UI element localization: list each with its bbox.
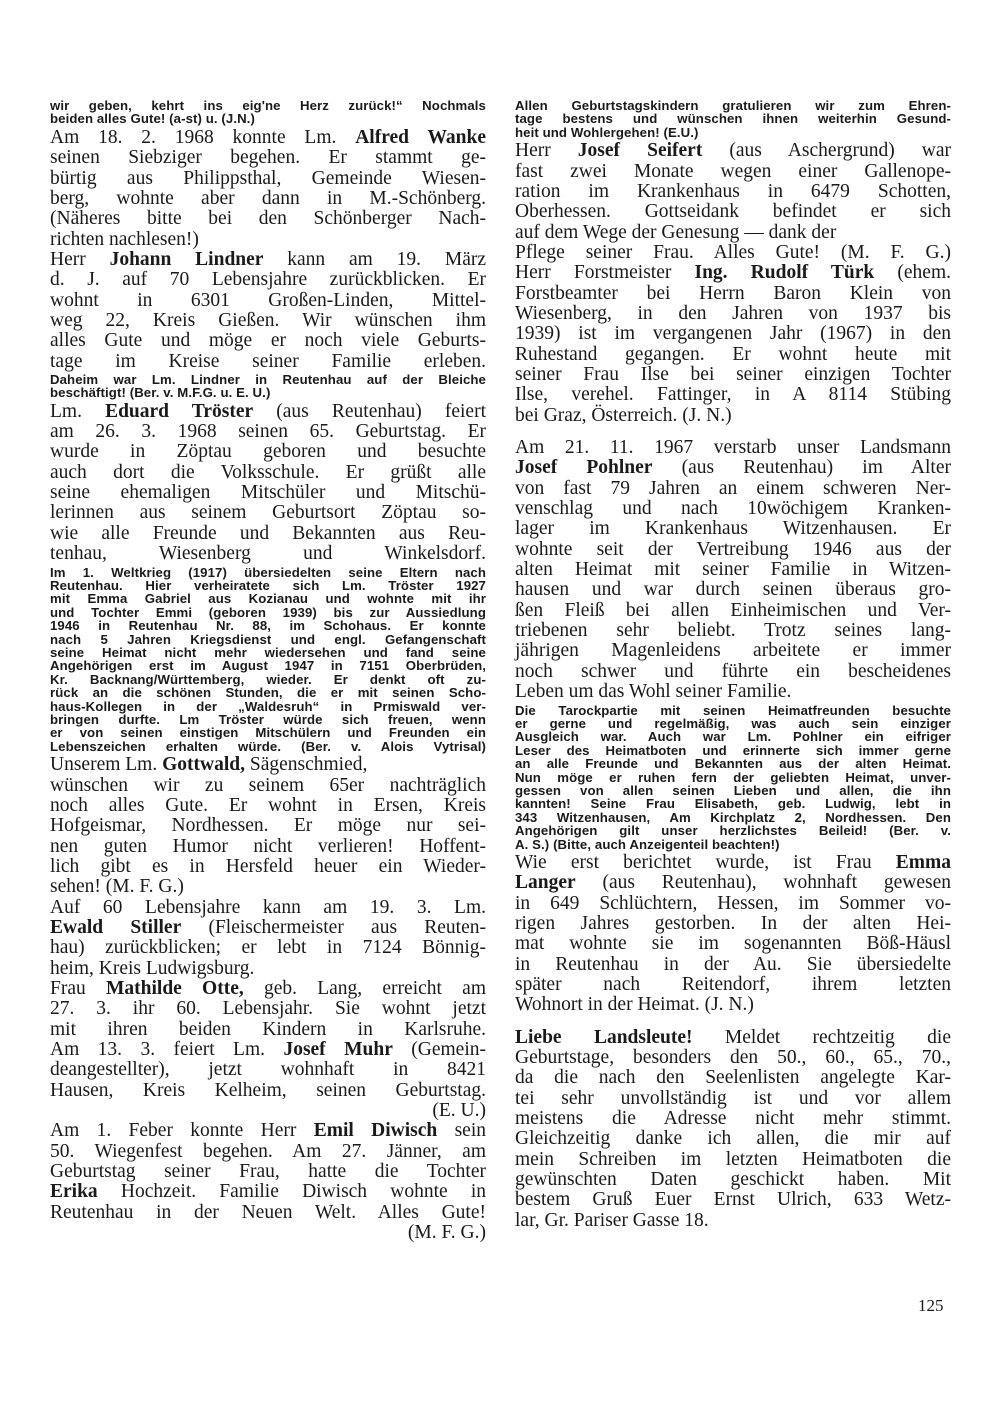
text-line: richten nachlesen!): [50, 228, 199, 250]
text-line: 1946 in Reutenhau Nr. 88, im Schohaus. Er konnte: [50, 618, 486, 634]
person-name: Ing. Rudolf Türk: [694, 262, 875, 284]
article-paragraph: [515, 1028, 951, 1231]
text-line: Gleichzeitig danke ich allen, die mir auf: [515, 1128, 951, 1150]
person-name: Emma: [895, 851, 951, 873]
person-name: Mathilde Otte,: [105, 977, 244, 999]
text-line: seine Heimat nicht mehr wiedersehen und fand seine: [50, 644, 486, 660]
person-name: Emil Diwisch: [313, 1120, 438, 1142]
text-line: [515, 853, 951, 873]
text-line: d. J. auf 70 Lebensjahre zurückblicken. Er: [50, 269, 486, 291]
text-line: gessen von allen seinen Lieben und allen, die ihn: [515, 782, 951, 798]
text-line: A. S.) (Bitte, auch Anzeigenteil beachten!): [515, 836, 780, 852]
person-name: Langer: [515, 872, 576, 894]
text-line: Kr. Backnang/Württemberg, wieder. Er denkt oft zu-: [50, 671, 486, 687]
text-line: [50, 1182, 486, 1202]
text-line: berg, wohnte aber dann in M.-Schönberg.: [50, 187, 486, 209]
text-line: Hofgeismar, Nordhessen. Er möge nur sei-: [50, 815, 486, 837]
text-segment: Frau: [50, 977, 106, 999]
text-line: heit und Wohlergehen! (E.U.): [515, 124, 699, 140]
text-line: Geburtstage, besonders den 50., 60., 65., 70.,: [515, 1047, 951, 1069]
text-line: [50, 918, 486, 938]
text-line: noch schwer und führte ein bescheidenes: [515, 660, 951, 682]
text-segment: (aus Reutenhau) im Alter: [652, 457, 951, 479]
text-segment: (aus Reutenhau), wohnhaft gewesen: [575, 872, 951, 894]
text-segment: geb. Lang, erreicht am: [243, 977, 486, 999]
article-paragraph: [515, 141, 951, 426]
article-paragraph: [50, 128, 486, 372]
small-print-note: [50, 99, 486, 126]
text-line: 27. 3. ihr 60. Lebensjahr. Sie wohnt jetzt: [50, 998, 486, 1020]
text-line: haus-Kollegen in der „Waldesruh“ in Prmiswald ver-: [50, 698, 486, 714]
text-line: lich gibt es in Hersfeld heuer ein Wieder-: [50, 855, 486, 877]
text-line: in Reutenhau in der Au. Sie übersiedelte: [515, 953, 951, 975]
text-line: [515, 873, 951, 893]
text-segment: Herr Forstmeister: [515, 262, 695, 284]
text-line: wohnt in 6301 Großen-Linden, Mittel-: [50, 289, 486, 311]
text-line: und Tochter Emmi (geboren 1939) bis zur Aussiedlung: [50, 604, 486, 620]
person-name: Josef Seifert: [577, 140, 703, 162]
text-line: auch dort die Volksschule. Er grüßt alle: [50, 461, 486, 483]
text-line: Angehörigen gilt unser herzlichstes Beileid! (Ber. v.: [515, 823, 951, 839]
text-line: von fast 79 Jahren an einem schweren Ner-: [515, 477, 951, 499]
text-line: deangestellter), jetzt wohnhaft in 8421: [50, 1059, 486, 1081]
person-name: Alfred Wanke: [355, 126, 487, 148]
person-name: Gottwald,: [162, 754, 245, 776]
text-line: bestem Gruß Euer Ernst Ulrich, 633 Wetz-: [515, 1189, 951, 1211]
text-line: sehen! (M. F. G.): [50, 876, 184, 898]
text-line: Hausen, Kreis Kelheim, seinen Geburtstag.: [50, 1079, 486, 1101]
text-line: Ausgleich war. Auch war Lm. Pohlner ein eifriger: [515, 729, 951, 745]
small-print-note: [515, 704, 951, 851]
text-line: mein Schreiben im letzten Heimatboten die: [515, 1148, 951, 1170]
text-line: wie alle Freunde und Bekannten aus Reu-: [50, 522, 486, 544]
text-line: tage bestens und wünschen ihnen weiterhin Gesund-: [515, 111, 951, 127]
text-line: 1939) ist im vergangenen Jahr (1967) in den: [515, 323, 951, 345]
text-line: Ruhestand gegangen. Er wohnt heute mit: [515, 343, 951, 365]
text-line: Wiesenberg, in den Jahren von 1937 bis: [515, 302, 951, 324]
article-paragraph: [50, 402, 486, 565]
person-name: Josef Pohlner: [515, 457, 653, 479]
text-line: Daheim war Lm. Lindner in Reutenhau auf der Bleiche: [50, 371, 486, 387]
text-line: tage im Kreise seiner Familie erleben.: [50, 350, 486, 372]
person-name: Ewald Stiller: [50, 916, 182, 938]
text-line: wohnte seit der Vertreibung 1946 aus der: [515, 538, 951, 560]
small-print-note: [50, 566, 486, 754]
text-segment: Meldet rechtzeitig die: [692, 1026, 951, 1048]
text-line: Geburtstag seiner Frau, hatte die Tochter: [50, 1161, 486, 1183]
text-line: [515, 141, 951, 161]
article-paragraph: [50, 755, 486, 1243]
text-line: lerinnen aus seinem Geburtsort Zöptau so-: [50, 502, 486, 524]
text-segment: Herr: [515, 140, 578, 162]
text-line: auf dem Wege der Genesung — dank der: [515, 221, 837, 243]
text-line: beiden alles Gute! (a-st) u. (J.N.): [50, 111, 256, 127]
text-line: tenhau, Wiesenberg und Winkelsdorf.: [50, 543, 486, 565]
text-segment: (ehem.: [874, 262, 951, 284]
text-segment: Am 18. 2. 1968 konnte Lm.: [50, 126, 356, 148]
text-line: er gerne und regelmäßig, was auch sein einziger: [515, 715, 951, 731]
text-line: [515, 263, 951, 283]
text-line: kannten! Seine Frau Elisabeth, geb. Ludwig, lebt in: [515, 796, 951, 812]
text-line: Lebenszeichen erhalten würde. (Ber. v. Alois Vytrisal): [50, 738, 486, 754]
text-line: [50, 250, 486, 270]
text-segment: (aus Aschergrund) war: [702, 140, 951, 162]
text-line: Nun möge er ruhen fern der geliebten Heimat, unver-: [515, 769, 951, 785]
text-line: wünschen wir zu seinem 65er nachträglich: [50, 774, 486, 796]
text-line: Ilse, verehel. Fattinger, in A 8114 Stübing: [515, 384, 951, 406]
text-line: (E. U.): [432, 1100, 486, 1122]
text-segment: Hochzeit. Familie Diwisch wohnte in: [97, 1181, 486, 1203]
text-line: 343 Witzenhausen, Am Kirchplatz 2, Nordhessen. Den: [515, 809, 951, 825]
text-line: Oberhessen. Gottseidank befindet er sich: [515, 201, 951, 223]
text-line: seinen Siebziger begehen. Er stammt ge-: [50, 147, 486, 169]
text-line: [50, 979, 486, 999]
text-line: Leben um das Wohl seiner Familie.: [515, 681, 792, 703]
text-line: 50. Wiegenfest begehen. Am 27. Jänner, am: [50, 1140, 486, 1162]
text-line: seine ehemaligen Mitschüler und Mitschü-: [50, 482, 486, 504]
text-line: Allen Geburtstagskindern gratulieren wir zum Ehren-: [515, 98, 951, 113]
text-line: alten Heimat mit seiner Familie in Witzen-: [515, 559, 951, 581]
text-line: weg 22, Kreis Gießen. Wir wünschen ihm: [50, 309, 486, 331]
text-line: Im 1. Weltkrieg (1917) übersiedelten seine Eltern nach: [50, 564, 486, 580]
text-line: lager im Krankenhaus Witzenhausen. Er: [515, 518, 951, 540]
text-line: Reutenhau. Hier verheiratete sich Lm. Tröster 1927: [50, 577, 486, 593]
text-line: rück an die schönen Stunden, die er mit seinen Scho-: [50, 685, 486, 701]
text-line: bürtig aus Philippsthal, Gemeinde Wiesen-: [50, 167, 486, 189]
text-line: wir geben, kehrt ins eig'ne Herz zurück!“ Nochmals: [50, 98, 486, 113]
article-paragraph: [515, 853, 951, 1016]
text-line: lar, Gr. Pariser Gasse 18.: [515, 1209, 709, 1231]
text-line: nen guten Humor nicht verlieren! Hoffent-: [50, 835, 486, 857]
text-line: nach 5 Jahren Kriegsdienst und engl. Gefangenschaft: [50, 631, 486, 647]
text-line: an alle Freunde und Bekannten aus der alten Heimat.: [515, 756, 951, 772]
text-line: mit ihren beiden Kindern in Karlsruhe.: [50, 1018, 486, 1040]
text-line: Die Tarockpartie mit seinen Heimatfreunden besuchte: [515, 702, 951, 718]
text-line: venschlag und nach 10wöchigem Kranken-: [515, 498, 951, 520]
left-column: [50, 98, 486, 1243]
text-line: bei Graz, Österreich. (J. N.): [515, 404, 732, 426]
text-line: fast zwei Monate wegen einer Gallenope-: [515, 160, 951, 182]
text-segment: (Gemein-: [392, 1039, 486, 1060]
text-line: Pflege seiner Frau. Alles Gute! (M. F. G.): [515, 241, 951, 263]
text-segment: Wie erst berichtet wurde, ist Frau: [515, 851, 896, 873]
text-line: mat wohnte sie im sogenannten Böß-Häusl: [515, 933, 951, 955]
text-line: heim, Kreis Ludwigsburg.: [50, 957, 255, 979]
text-line: da die nach den Seelenlisten angelegte Kar-: [515, 1067, 951, 1089]
text-line: (Näheres bitte bei den Schönberger Nach-: [50, 208, 486, 230]
text-segment: Lm.: [50, 400, 106, 422]
text-segment: (Fleischermeister aus Reuten-: [181, 916, 486, 938]
text-segment: Am 1. Feber konnte Herr: [50, 1120, 314, 1142]
person-name: Eduard Tröster: [105, 400, 254, 422]
text-line: in 649 Schlüchtern, Hessen, im Sommer vo-: [515, 892, 951, 914]
text-line: Forstbeamter bei Herrn Baron Klein von: [515, 282, 951, 304]
text-segment: Unserem Lm.: [50, 754, 163, 776]
right-column: [515, 98, 951, 1231]
text-line: er von seinen einstigen Mitschülern und Freunden ein: [50, 725, 486, 741]
text-segment: sein: [437, 1120, 486, 1142]
text-line: hausen und war durch seinen überaus gro-: [515, 579, 951, 601]
text-segment: Sägenschmied,: [244, 754, 368, 776]
article-paragraph: [515, 438, 951, 702]
small-print-note: [515, 99, 951, 139]
text-line: alles Gute und möge er noch viele Geburts-: [50, 330, 486, 352]
text-line: Wohnort in der Heimat. (J. N.): [515, 994, 754, 1016]
text-line: [50, 128, 486, 148]
text-line: [50, 402, 486, 422]
text-line: [50, 1040, 486, 1060]
text-line: Leser des Heimatboten und erinnerte sich immer gerne: [515, 742, 951, 758]
text-line: triebenen sehr beliebt. Trotz seines lang-: [515, 620, 951, 642]
text-line: seiner Frau Ilse bei seiner einzigen Tochter: [515, 364, 951, 385]
text-line: Auf 60 Lebensjahre kann am 19. 3. Lm.: [50, 896, 486, 918]
text-line: noch alles Gute. Er wohnt in Ersen, Kreis: [50, 794, 486, 816]
text-line: [515, 458, 951, 478]
text-line: wurde in Zöptau geboren und besuchte: [50, 441, 486, 463]
text-line: bringen durfte. Lm Tröster würde sich freuen, wenn: [50, 711, 486, 727]
text-line: hau) zurückblicken; er lebt in 7124 Bönnig-: [50, 937, 486, 959]
text-line: Angehörigen erst im August 1947 in 7151 Oberbrüden,: [50, 658, 486, 674]
small-print-note: [50, 373, 486, 400]
text-line: mit Emma Gabriel aus Kozianau und wohnte mit ihr: [50, 591, 486, 607]
person-name: Johann Lindner: [109, 248, 264, 270]
text-line: [515, 1028, 951, 1048]
text-line: rigen Jahres gestorben. In der alten Hei-: [515, 913, 951, 934]
text-line: [50, 755, 486, 775]
text-segment: Am 13. 3. feiert Lm.: [50, 1039, 284, 1060]
text-line: beschäftigt! (Ber. v. M.F.G. u. E. U.): [50, 385, 271, 401]
text-line: später nach Reitendorf, ihrem letzten: [515, 974, 951, 996]
text-segment: Herr: [50, 248, 110, 270]
text-line: Am 21. 11. 1967 verstarb unser Landsmann: [515, 437, 951, 459]
text-line: tei sehr unvollständig ist und vor allem: [515, 1087, 951, 1109]
person-name: Erika: [50, 1181, 98, 1203]
text-line: gewünschten Daten geschickt haben. Mit: [515, 1169, 951, 1191]
text-line: am 26. 3. 1968 seinen 65. Geburtstag. Er: [50, 421, 486, 443]
text-line: ration im Krankenhaus in 6479 Schotten,: [515, 180, 951, 202]
page-number: 125: [918, 1296, 944, 1315]
text-line: (M. F. G.): [407, 1222, 486, 1244]
text-line: jährigen Magenleidens arbeitete er immer: [515, 640, 951, 662]
text-segment: kann am 19. März: [263, 248, 487, 270]
person-name: Liebe Landsleute!: [515, 1026, 693, 1048]
person-name: Josef Muhr: [283, 1039, 393, 1060]
text-line: ßen Fleiß bei allen Einheimischen und Ver-: [515, 599, 951, 621]
text-line: Reutenhau in der Neuen Welt. Alles Gute!: [50, 1201, 486, 1223]
text-segment: (aus Reutenhau) feiert: [253, 400, 486, 422]
text-line: meistens die Adresse nicht mehr stimmt.: [515, 1108, 951, 1130]
text-line: [50, 1121, 486, 1141]
